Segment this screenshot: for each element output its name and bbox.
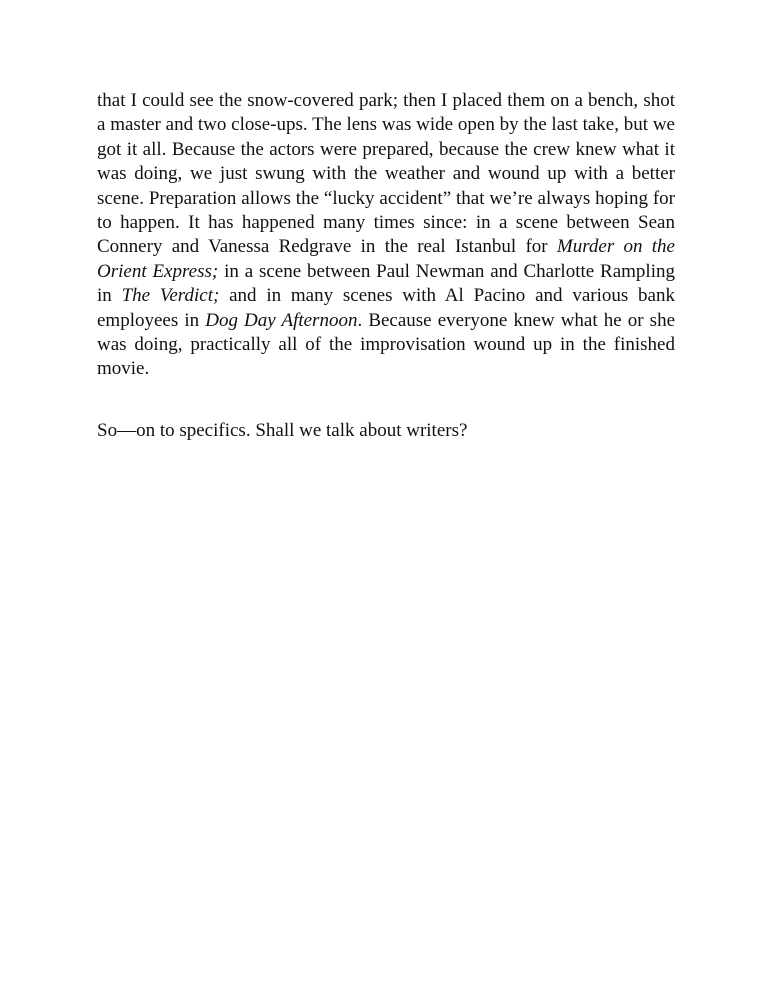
paragraph-text: . Because everyone knew what he or she was doing, practically all of the improvisation wound up in the finished movie. (97, 309, 676, 380)
document-page (97, 89, 675, 443)
body-paragraph (97, 89, 675, 382)
paragraph-text: and in many scenes with Al Pacino and various bank employees in (97, 285, 675, 331)
closing-paragraph: So—on to specifics. Shall we talk about writers? (97, 419, 468, 441)
film-title-murder-on-the-orient-express: Murder on the Orient Express; (97, 236, 675, 282)
film-title-the-verdict: The Verdict; (121, 285, 220, 307)
paragraph-text: that I could see the snow-covered park; then I placed them on a bench, shot a master and two close-ups. The lens was wide open by the last take, but we got it all. Because the actors were prepared, because the crew knew what it was doing, we just swung with the weather and wound up with a better scene. Preparation allows the “lucky accident” that we’re always hoping for to happen. It has happened many times since: in a scene between Sean Connery and Vanessa Redgrave in the real Istanbul for (97, 90, 675, 258)
paragraph-text: in a scene between Paul Newman and Charlotte Rampling in (97, 260, 675, 307)
film-title-dog-day-afternoon: Dog Day Afternoon (205, 309, 358, 331)
